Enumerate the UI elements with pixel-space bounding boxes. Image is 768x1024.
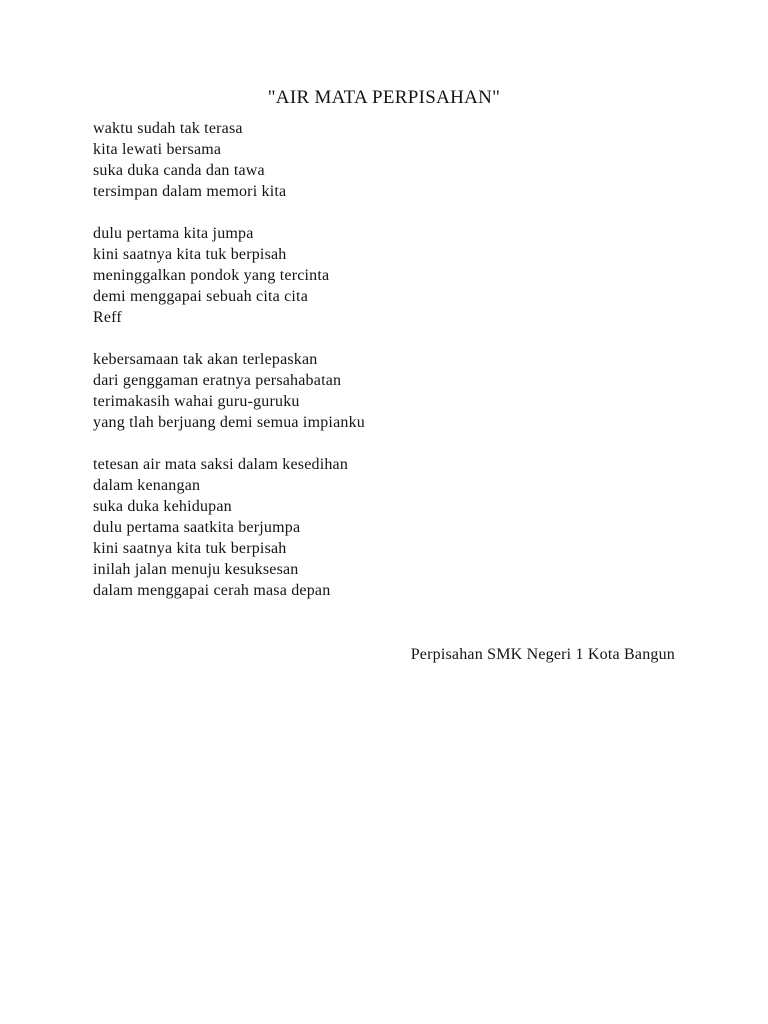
reff-label: Reff: [93, 309, 122, 326]
lyric-line: inilah jalan menuju kesuksesan: [93, 561, 299, 578]
document-title: "AIR MATA PERPISAHAN": [267, 87, 501, 108]
lyric-line: meninggalkan pondok yang tercinta: [93, 267, 330, 284]
lyric-line: dalam menggapai cerah masa depan: [93, 582, 331, 599]
lyric-line: kini saatnya kita tuk berpisah: [93, 246, 287, 263]
lyric-line: yang tlah berjuang demi semua impianku: [93, 414, 365, 431]
lyric-line: dalam kenangan: [93, 477, 201, 494]
lyric-line: suka duka canda dan tawa: [93, 162, 265, 179]
signature-line: Perpisahan SMK Negeri 1 Kota Bangun: [410, 646, 675, 663]
lyric-line: demi menggapai sebuah cita cita: [93, 288, 309, 305]
lyric-line: suka duka kehidupan: [93, 498, 232, 515]
lyric-line: kita lewati bersama: [93, 141, 222, 158]
lyric-line: waktu sudah tak terasa: [93, 120, 243, 137]
lyric-line: dulu pertama saatkita berjumpa: [93, 519, 301, 536]
lyric-line: dulu pertama kita jumpa: [93, 225, 254, 242]
lyric-line: terimakasih wahai guru-guruku: [93, 393, 300, 410]
lyric-line: tetesan air mata saksi dalam kesedihan: [93, 456, 349, 473]
lyric-line: kini saatnya kita tuk berpisah: [93, 540, 287, 557]
lyrics-body: [93, 118, 365, 601]
lyric-line: tersimpan dalam memori kita: [93, 183, 287, 200]
lyric-line: kebersamaan tak akan terlepaskan: [93, 351, 318, 368]
stanza-3: [93, 349, 365, 433]
lyric-line: dari genggaman eratnya persahabatan: [93, 372, 342, 389]
stanza-2: [93, 223, 365, 328]
stanza-4: [93, 454, 365, 601]
stanza-1: [93, 118, 365, 202]
